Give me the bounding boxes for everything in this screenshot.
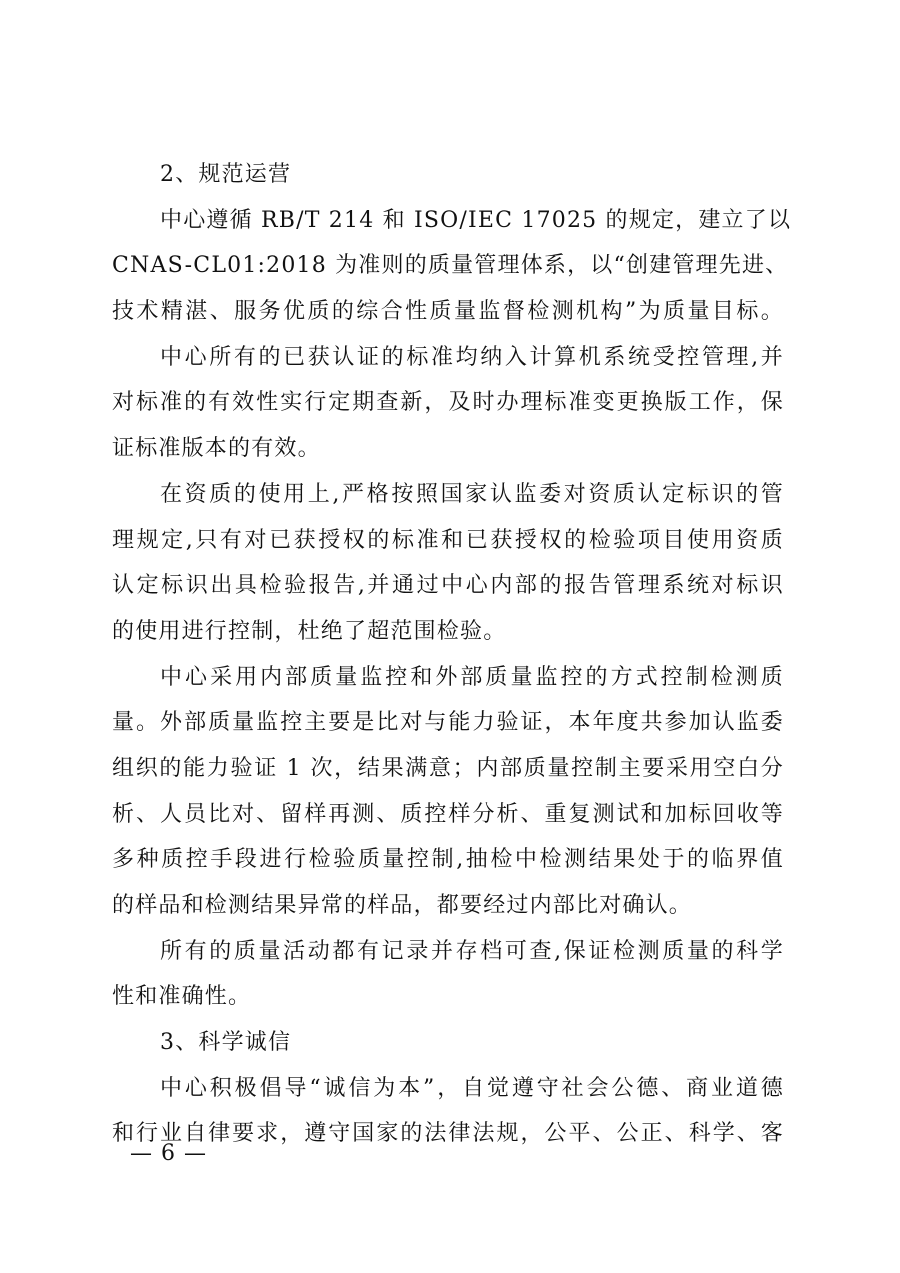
- text-line: 技术精湛、服务优质的综合性质量监督检测机构”为质量目标。: [112, 299, 784, 325]
- text-line: 在资质的使用上,严格按照国家认监委对资质认定标识的管: [160, 481, 784, 507]
- text-line: 对标准的有效性实行定期查新，及时办理标准变更换版工作，保: [112, 390, 784, 416]
- text-line: CNAS-CL01:2018 为准则的质量管理体系，以“创建管理先进、: [112, 253, 789, 279]
- section-heading: 3、科学诚信: [160, 1030, 292, 1056]
- text-line: 多种质控手段进行检验质量控制,抽检中检测结果处于的临界值: [112, 847, 784, 873]
- text-line: 性和准确性。: [112, 984, 252, 1010]
- text-line: 的使用进行控制，杜绝了超范围检验。: [112, 618, 507, 644]
- section-heading: 2、规范运营: [160, 162, 292, 187]
- text-line: 认定标识出具检验报告,并通过中心内部的报告管理系统对标识: [112, 573, 784, 599]
- text-line: 中心积极倡导“诚信为本”，自觉遵守社会公德、商业道德: [160, 1075, 784, 1101]
- page-number: — 6 —: [130, 1141, 207, 1166]
- text-line: 证标准版本的有效。: [112, 436, 321, 462]
- text-line: 和行业自律要求，遵守国家的法律法规，公平、公正、科学、客: [112, 1121, 784, 1147]
- text-line: 量。外部质量监控主要是比对与能力验证，本年度共参加认监委: [112, 710, 784, 736]
- text-line: 所有的质量活动都有记录并存档可查,保证检测质量的科学: [160, 938, 784, 964]
- text-line: 的样品和检测结果异常的样品，都要经过内部比对确认。: [112, 893, 693, 918]
- text-line: 理规定,只有对已获授权的标准和已获授权的检验项目使用资质: [112, 527, 784, 553]
- text-line: 中心所有的已获认证的标准均纳入计算机系统受控管理,并: [160, 344, 784, 370]
- document-body: [112, 152, 792, 1157]
- text-line: 中心遵循 RB/T 214 和 ISO/IEC 17025 的规定，建立了以: [160, 207, 792, 233]
- text-line: 组织的能力验证 1 次，结果满意；内部质量控制主要采用空白分: [112, 755, 784, 781]
- text-line: 中心采用内部质量监控和外部质量监控的方式控制检测质: [160, 664, 784, 690]
- text-line: 析、人员比对、留样再测、质控样分析、重复测试和加标回收等: [112, 801, 784, 827]
